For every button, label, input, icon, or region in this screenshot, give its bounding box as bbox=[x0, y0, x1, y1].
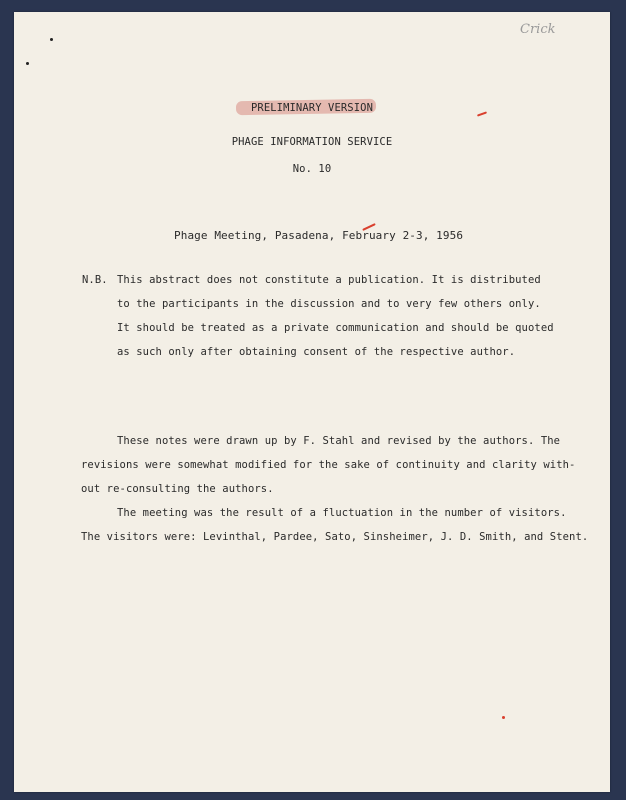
nb-label: N.B. bbox=[82, 274, 108, 286]
nb-line: to the participants in the discussion and to very few others only. bbox=[117, 298, 541, 310]
notes-line: The visitors were: Levinthal, Pardee, Sato, Sinsheimer, J. D. Smith, and Stent. bbox=[81, 531, 589, 543]
notes-line: revisions were somewhat modified for the sake of continuity and clarity with- bbox=[81, 459, 576, 471]
notes-line: The meeting was the result of a fluctuation in the number of visitors. bbox=[117, 507, 567, 519]
nb-line: as such only after obtaining consent of the respective author. bbox=[117, 346, 516, 358]
service-title: PHAGE INFORMATION SERVICE bbox=[231, 136, 393, 148]
ink-dot bbox=[26, 62, 29, 65]
handwritten-annotation: Crick bbox=[520, 22, 556, 37]
nb-line: It should be treated as a private communication and should be quoted bbox=[117, 322, 554, 334]
preliminary-version-label: PRELIMINARY VERSION bbox=[250, 102, 373, 114]
document-page bbox=[14, 12, 610, 792]
red-pencil-dot bbox=[502, 716, 505, 719]
notes-line: out re-consulting the authors. bbox=[81, 483, 274, 495]
notes-line: These notes were drawn up by F. Stahl and revised by the authors. The bbox=[117, 435, 561, 447]
ink-dot bbox=[50, 38, 53, 41]
meeting-title: Phage Meeting, Pasadena, February 2-3, 1956 bbox=[174, 229, 464, 242]
issue-number: No. 10 bbox=[292, 163, 332, 175]
nb-line: This abstract does not constitute a publication. It is distributed bbox=[117, 274, 541, 286]
